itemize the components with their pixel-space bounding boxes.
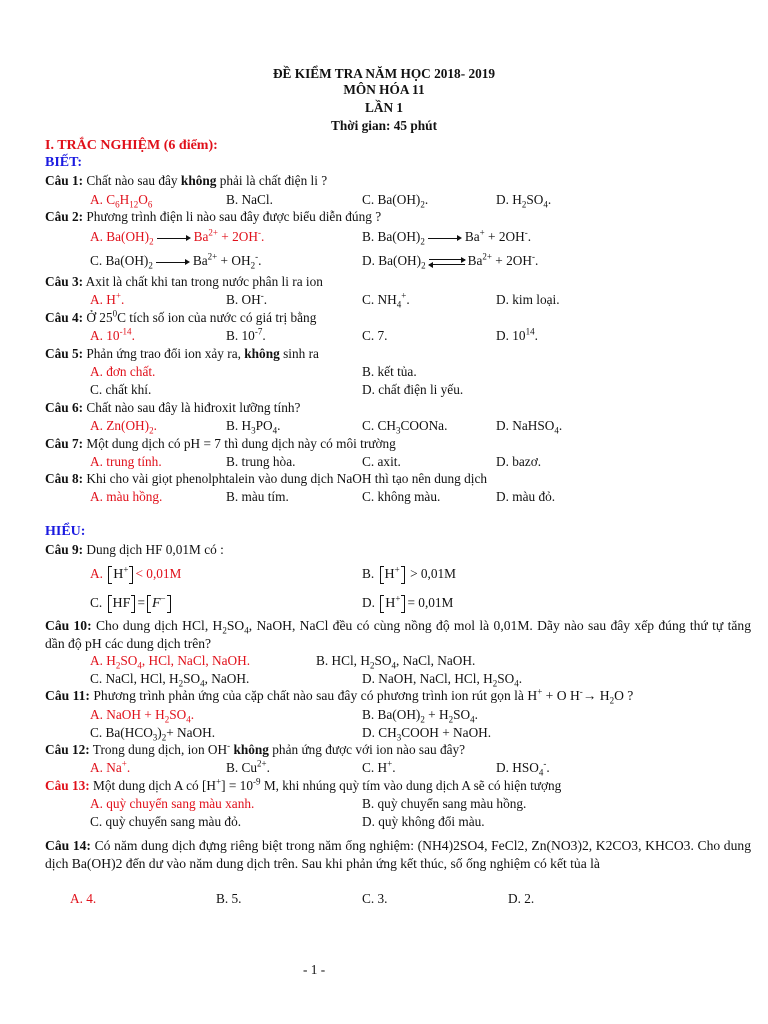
q13-option-d: D. quỳ không đổi màu. — [362, 814, 485, 829]
level-heading-understand: HIỂU: — [45, 524, 86, 539]
q3-option-b: B. OH-. — [226, 290, 268, 307]
q10-option-b: B. HCl, $H_2SO_4$, NaCl, NaOH. — [316, 653, 476, 671]
q12-option-a: A. Na+. — [90, 758, 131, 775]
q11-option-a: A. NaOH + $H_2SO_4$. — [90, 707, 195, 725]
q5-option-d: D. chất điện li yếu. — [362, 382, 464, 397]
question-13: Câu 13: Một dung dịch A có $[H^+] = 10^{-9}$ M, khi nhúng quỳ tím vào dung dịch A sẽ có hiện tượng — [45, 776, 562, 793]
q2-option-b: B. $Ba(OH)_2$ Ba+ + 2OH-. — [362, 227, 532, 247]
q6-option-a: A. $Zn(OH)_2$. — [90, 418, 157, 436]
q8-option-a: A. màu hồng. — [90, 489, 163, 504]
right-arrow-icon — [156, 257, 190, 267]
q1-option-b: B. NaCl. — [226, 192, 273, 207]
q3-option-d: D. kim loại. — [496, 292, 560, 307]
q9-option-a: A. H+ < 0,01M — [90, 564, 182, 582]
page-number: - 1 - — [303, 962, 326, 977]
question-4: Câu 4: Ở $25^0C$ tích số ion của nước có giá trị bằng — [45, 308, 317, 325]
q10-option-d: D. NaOH, NaCl, HCl, $H_2SO_4$. — [362, 671, 523, 689]
question-12: Câu 12: Trong dung dịch, ion OH- không phản ứng được với ion nào sau đây? — [45, 740, 466, 757]
question-5: Câu 5: Phản ứng trao đổi ion xảy ra, không sinh ra — [45, 346, 319, 361]
q4-option-b: B. $10^{-7}$. — [226, 326, 266, 343]
exam-subject: MÔN HÓA 11 — [343, 82, 425, 97]
q11-option-d: D. $CH_3COOH$ + NaOH. — [362, 725, 492, 743]
q13-option-c: C. quỳ chuyển sang màu đỏ. — [90, 814, 242, 829]
q6-option-c: C. $CH_3COONa$. — [362, 418, 448, 436]
question-11: Câu 11: Phương trình phản ứng của cặp chất nào sau đây có phương trình ion rút gọn là H+ + O $H^-\to H_2O$ ? — [45, 686, 634, 706]
q3-option-a: A. H+. — [90, 290, 125, 307]
q10-option-c: C. NaCl, HCl, $H_2SO_4$, NaOH. — [90, 671, 250, 689]
q6-option-d: D. NaHSO$_4$. — [496, 418, 563, 436]
q14-option-c: C. 3. — [362, 891, 388, 906]
q14-option-b: B. 5. — [216, 891, 242, 906]
q4-option-c: C. 7. — [362, 328, 388, 343]
q14-option-d: D. 2. — [508, 891, 535, 906]
equilibrium-arrow-icon — [429, 256, 465, 268]
question-1: Câu 1: Chất nào sau đây không phải là chất điện li ? — [45, 173, 328, 188]
q6-option-b: B. $H_3PO_4$. — [226, 418, 281, 436]
q7-option-a: A. trung tính. — [90, 454, 162, 469]
q7-option-c: C. axit. — [362, 454, 401, 469]
q5-option-c: C. chất khí. — [90, 382, 152, 397]
right-arrow-icon — [157, 233, 191, 243]
right-arrow-icon — [428, 233, 462, 243]
q11-option-b: B. $Ba(OH)_2 + H_2SO_4$. — [362, 707, 478, 725]
q2-option-a: A. $Ba(OH)_2$ $Ba^{2+} + 2OH^-$. — [90, 227, 265, 247]
q8-option-d: D. màu đỏ. — [496, 489, 556, 504]
level-heading-know: BIẾT: — [45, 155, 83, 170]
question-2: Câu 2: Phương trình điện li nào sau đây được biểu diễn đúng ? — [45, 209, 382, 224]
question-9: Câu 9: Dung dịch HF 0,01M có : — [45, 542, 224, 557]
q9-option-b: B. H+ > 0,01M — [362, 564, 456, 582]
q12-option-d: D. $HSO_4^-$. — [496, 758, 550, 778]
q11-option-c: C. $Ba(HCO_3)_2+$ NaOH. — [90, 725, 216, 743]
question-14: Câu 14: Có năm dung dịch đựng riêng biệt trong năm ống nghiệm: (NH4)2SO4, FeCl2, Zn(NO3)2, K2CO3, KHCO3. Cho dung dịch Ba(OH)2 đến dư vào năm dung dịch trên. Sau khi phản ứng kết thúc, số ống nghiệm có kết tủa là — [45, 838, 751, 871]
exam-time: Thời gian: 45 phút — [330, 118, 438, 133]
q5-option-a: A. đơn chất. — [90, 364, 156, 379]
q1-option-c: C. $Ba(OH)_2$. — [362, 192, 429, 210]
question-10: Câu 10: Cho dung dịch HCl, $H_2SO_4$, NaOH, NaCl đều có cùng nồng độ mol là 0,01M. Dãy nào sau đây xếp đúng thứ tự tăng dần độ pH các dung dịch trên? — [45, 618, 751, 651]
section-heading: I. TRẮC NGHIỆM (6 điểm): — [45, 138, 218, 153]
q1-option-a: A. $C_6H_{12}O_6$ — [90, 192, 153, 210]
q3-option-c: C. $NH_4^+$. — [362, 290, 410, 310]
q13-option-a: A. quỳ chuyển sang màu xanh. — [90, 796, 255, 811]
q4-option-d: D. $10^{14}$. — [496, 326, 538, 343]
q9-option-c: C. HF = F− — [90, 594, 173, 613]
q8-option-b: B. màu tím. — [226, 489, 289, 504]
q4-option-a: A. $10^{-14}$. — [90, 326, 135, 343]
question-8: Câu 8: Khi cho vài giọt phenolphtalein vào dung dịch NaOH thì tạo nên dung dịch — [45, 471, 488, 486]
q10-option-a: A. $H_2SO_4$, HCl, NaCl, NaOH. — [90, 653, 251, 671]
q12-option-c: C. H+. — [362, 758, 396, 775]
q12-option-b: B. $Cu^{2+}$. — [226, 758, 270, 775]
q5-option-b: B. kết tủa. — [362, 364, 417, 379]
q7-option-d: D. bazơ. — [496, 454, 542, 469]
exam-title: ĐỀ KIỂM TRA NĂM HỌC 2018- 2019 — [272, 66, 496, 81]
question-7: Câu 7: Một dung dịch có pH = 7 thì dung dịch này có môi trường — [45, 436, 396, 451]
question-3: Câu 3: Axit là chất khi tan trong nước phân li ra ion — [45, 274, 323, 289]
q1-option-d: D. $H_2SO_4$. — [496, 192, 552, 210]
q2-option-d: D. $Ba(OH)_2$ $Ba^{2+} + 2OH^-$. — [362, 251, 539, 271]
question-6: Câu 6: Chất nào sau đây là hiđroxit lưỡng tính? — [45, 400, 301, 415]
q14-option-a: A. 4. — [70, 891, 97, 906]
q9-option-d: D. H+ = 0,01M — [362, 593, 454, 611]
q2-option-c: C. $Ba(OH)_2$ $Ba^{2+} + OH_2^-$. — [90, 251, 262, 271]
exam-attempt: LẦN 1 — [364, 100, 404, 115]
q13-option-b: B. quỳ chuyển sang màu hồng. — [362, 796, 527, 811]
q8-option-c: C. không màu. — [362, 489, 441, 504]
q7-option-b: B. trung hòa. — [226, 454, 296, 469]
